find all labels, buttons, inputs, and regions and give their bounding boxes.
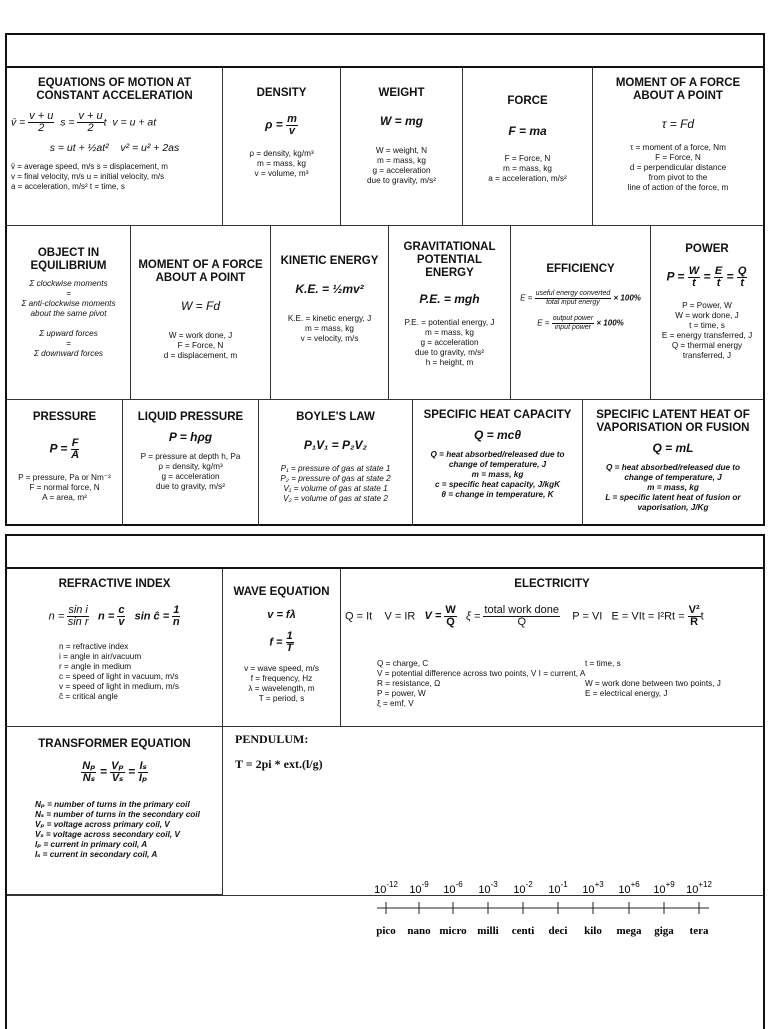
pressure-legend: P = pressure, Pa or Nm⁻² F = normal force, N A = area, m² [18,473,111,502]
refractive-legend: n = refractive index i = angle in air/vacuum r = angle in medium c = speed of light in vacuum, m/s v = speed of light in medium, m/s ĉ = critical angle [59,642,179,701]
scale-prefix-label: micro [439,925,467,937]
scale-prefix-label: deci [548,925,568,937]
latent-equation: Q = mL [652,441,694,455]
boyle-title: BOYLE'S LAW [296,411,375,423]
boyle-legend: P₁ = pressure of gas at state 1 P₂ = pressure of gas at state 2 V₁ = volume of gas at state 1 V₂ = volume of gas at state 2 [280,464,391,503]
power-cell [651,226,763,400]
motion-title: EQUATIONS OF MOTION AT CONSTANT ACCELERATION [36,77,193,102]
gpe-equation: P.E. = mgh [419,292,480,306]
sheet-top-header [7,35,763,68]
liquid-legend: P = pressure at depth h, Pa ρ = density, kg/m³ g = acceleration due to gravity, m/s² [140,452,241,491]
motion-eq-row2 [11,142,218,154]
scale-power-label: $10^{-2}$ [513,880,533,896]
liquid-title: LIQUID PRESSURE [137,411,244,423]
boyle-equation: P₁V₁ = P₂V₂ [303,438,368,452]
force-title: FORCE [507,95,548,107]
power-legend: P = Power, W W = work done, J t = time, s E = energy transferred, J Q = thermal energy transferred, J [661,301,753,360]
wave-cell [223,569,341,727]
pressure-cell [7,400,123,526]
boyle-cell [259,400,413,526]
scale-prefix-label: pico [376,925,396,937]
electricity-equations: Q = It V = IR V = $\frac{W}{Q}$ ξ = total work done Q P = VI E = VIt = I²Rt = $\frac{\text{V²}}{R}$ t [345,604,704,628]
scale-power-label: $10^{-6}$ [443,880,463,896]
latent-heat-cell [583,400,763,526]
motion-eq-v: v = u + at [112,116,157,129]
heat-capacity-cell [413,400,583,526]
moment1-legend: τ = moment of a force, Nm F = Force, N d = perpendicular distance from pivot to the line of action of the force, m [627,143,729,192]
density-equation: ρ = $\frac{m}{v}$ [265,113,297,137]
formula-sheet-bottom [5,534,765,1029]
formula-sheet-top [5,33,765,526]
moment1-title: MOMENT OF A FORCE ABOUT A POINT [615,77,741,102]
density-title: DENSITY [256,87,307,99]
scale-prefix-label: tera [689,925,709,937]
scale-power-label: $10^{+9}$ [653,880,675,896]
weight-equation: W = mg [379,114,423,128]
pressure-equation: P = $\frac{F}{A}$ [49,437,80,461]
motion-eq-row1: v̄ = $\frac{v + u}{2}$ s = $\frac{v + u}{2}$ t v = u + at [11,110,157,134]
kinetic-title: KINETIC ENERGY [280,255,379,267]
weight-legend: W = weight, N m = mass, kg g = acceleration due to gravity, m/s² [366,146,436,185]
transformer-title: TRANSFORMER EQUATION [38,738,191,750]
equilibrium-title: OBJECT IN EQUILIBRIUM [30,247,107,272]
kinetic-cell [271,226,389,400]
heat-title: SPECIFIC HEAT CAPACITY [423,409,572,421]
wave-legend: v = wave speed, m/s f = frequency, Hz λ = wavelength, m T = period, s [244,664,319,703]
moment2-legend: W = work done, J F = Force, N d = displacement, m [163,331,238,360]
scale-power-label: $10^{-9}$ [409,880,429,896]
prefix-scale [7,856,763,956]
latent-legend: Q = heat absorbed/released due to change of temperature, J m = mass, kg L = specific latent heat of fusion or vaporisation, J/Kg [605,463,741,512]
electricity-legend-left: Q = charge, C V = potential difference across two points, V I = current, A R = resistance, Ω P = power, W ξ = emf, V [377,659,586,708]
force-cell [463,68,593,226]
wave-title: WAVE EQUATION [233,586,330,598]
motion-eq-s: s = [60,116,75,129]
scale-prefix-label: nano [407,925,431,937]
power-title: POWER [685,243,729,255]
moment-cell-2 [131,226,271,400]
efficiency-title: EFFICIENCY [546,263,615,275]
moment-cell-1 [593,68,763,226]
motion-eq-avg: v̄ = [11,116,26,129]
electricity-title: ELECTRICITY [514,578,590,590]
efficiency-equation-2: E = output power input power × 100% [537,315,624,331]
moment2-equation: W = Fd [180,299,220,313]
scale-power-label: $10^{+3}$ [582,880,604,896]
gpe-title: GRAVITATIONAL POTENTIAL ENERGY [403,241,496,279]
force-equation: F = ma [508,124,547,138]
liquid-equation: P = hρg [168,430,213,444]
latent-title: SPECIFIC LATENT HEAT OF VAPORISATION OR FUSION [596,409,750,434]
pendulum-title: PENDULUM: [235,732,309,746]
kinetic-legend: K.E. = kinetic energy, J m = mass, kg v = velocity, m/s [287,314,372,343]
scale-prefix-label: mega [616,925,642,937]
heat-legend: Q = heat absorbed/released due to change of temperature, J m = mass, kg c = specific heat capacity, J/kgK θ = change in temperature, K [430,450,565,499]
moment1-equation: τ = Fd [661,117,695,131]
transformer-equation: $\frac{\text{Nₚ}}{\text{Nₛ}}$ = $\frac{\text{Vₚ}}{\text{Vₛ}}$ = $\frac{\text{Iₛ}}{\text{Iₚ}}$ [82,760,148,784]
efficiency-equation-1: E = useful energy converted total input energy × 100% [520,290,641,306]
scale-power-label: $10^{+12}$ [686,880,712,896]
scale-power-label: $10^{+6}$ [618,880,640,896]
wave-equation-2: f = $\frac{1}{T}$ [269,630,293,654]
motion-s-fraction: $\frac{v + u}{2}$ [78,110,103,134]
refractive-cell [7,569,223,727]
refractive-equations: n = $\frac{\text{sin i}}{\text{sin r}}$ n = $\frac{c}{v}$ sin ĉ = $\frac{1}{n}$ [48,604,180,628]
gpe-cell [389,226,511,400]
density-cell [223,68,341,226]
motion-legend: v̄ = average speed, m/s s = displacement, m v = final velocity, m/s u = initial velocity, m/s a = acceleration, m/s² t = time, s [11,162,168,191]
force-legend: F = Force, N m = mass, kg a = acceleration, m/s² [488,154,567,183]
scale-power-label: $10^{-12}$ [374,880,398,896]
scale-prefix-label: giga [654,925,674,937]
motion-eq-sut: s = ut + ½at² [49,142,109,154]
scale-prefix-label: kilo [584,925,602,937]
heat-equation: Q = mcθ [473,428,522,442]
wave-equation-1: v = fλ [267,609,296,621]
scale-prefix-label: milli [477,925,499,937]
equilibrium-cell [7,226,131,400]
weight-cell [341,68,463,226]
kinetic-equation: K.E. = ½mv² [295,282,364,296]
sheet-bottom-header [7,536,763,569]
equilibrium-statements: Σ clockwise moments = Σ anti-clockwise moments about the same pivot Σ upward forces = Σ downward forces [21,279,116,358]
motion-eq-v2: v² = u² + 2as [120,142,180,154]
motion-cell [7,68,223,226]
pendulum-equation: T = 2pi * ext.(l/g) [235,757,323,771]
transformer-legend: Nₚ = number of turns in the primary coil Nₛ = number of turns in the secondary coil Vₚ = voltage across primary coil, V Vₛ = voltage across secondary coil, V Iₚ = current in primary coil, A Iₛ = current in secondary coil, A [35,800,200,859]
power-equation: P = $\frac{W}{t}$ = $\frac{E}{t}$ = $\frac{Q}{t}$ [666,265,747,289]
pressure-title: PRESSURE [32,411,97,423]
density-legend: ρ = density, kg/m³ m = mass, kg v = volume, m³ [249,149,314,178]
weight-title: WEIGHT [378,87,425,99]
scale-power-label: $10^{-3}$ [478,880,498,896]
refractive-title: REFRACTIVE INDEX [58,578,171,590]
electricity-legend-right: t = time, s W = work done between two points, J E = electrical energy, J [585,659,721,698]
gpe-legend: P.E. = potential energy, J m = mass, kg g = acceleration due to gravity, m/s² h = height, m [404,318,495,367]
scale-power-label: $10^{-1}$ [548,880,568,896]
efficiency-cell [511,226,651,400]
moment2-title: MOMENT OF A FORCE ABOUT A POINT [138,259,263,284]
liquid-pressure-cell [123,400,259,526]
scale-prefix-label: centi [511,925,535,937]
electricity-cell [341,569,763,727]
motion-avg-fraction: $\frac{v + u}{2}$ [29,110,54,134]
